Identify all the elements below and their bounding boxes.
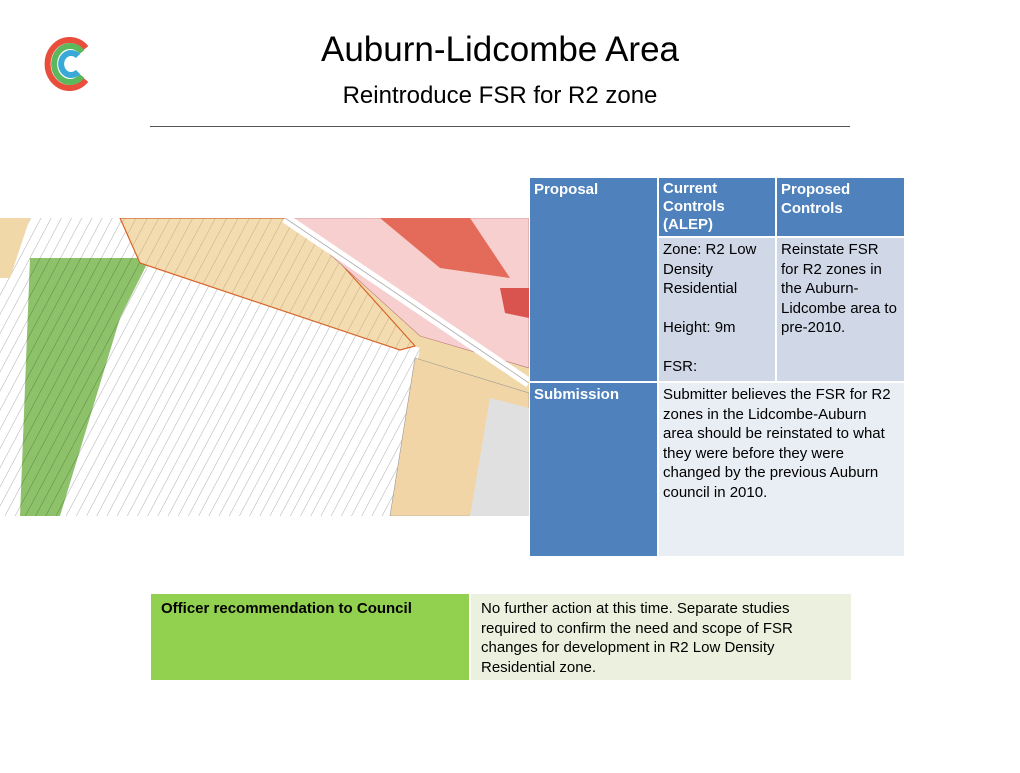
recommendation-text: No further action at this time. Separate studies required to confirm the need and scope of FSR changes for development in R2 Low Density Residential zone.	[471, 594, 851, 680]
officer-recommendation	[151, 594, 851, 680]
current-controls-header: Current Controls (ALEP)	[659, 178, 775, 236]
proposal-table	[530, 178, 904, 556]
page-subtitle: Reintroduce FSR for R2 zone	[342, 82, 658, 109]
zoning-map-image	[0, 218, 529, 516]
page-title: Auburn-Lidcombe Area	[321, 30, 679, 69]
current-controls-text: Zone: R2 Low Density Residential Height: 9m FSR:	[659, 238, 775, 381]
title-divider	[150, 126, 850, 127]
submission-label: Submission	[530, 383, 657, 556]
submission-text: Submitter believes the FSR for R2 zones in the Lidcombe-Auburn area should be reinstated to what they were before they were changed by the previous Auburn council in 2010.	[659, 383, 904, 556]
proposed-controls-text: Reinstate FSR for R2 zones in the Auburn-Lidcombe area to pre-2010.	[777, 238, 904, 381]
proposed-controls-header: Proposed Controls	[777, 178, 904, 236]
recommendation-label: Officer recommendation to Council	[151, 594, 469, 680]
proposal-label: Proposal	[530, 178, 657, 381]
